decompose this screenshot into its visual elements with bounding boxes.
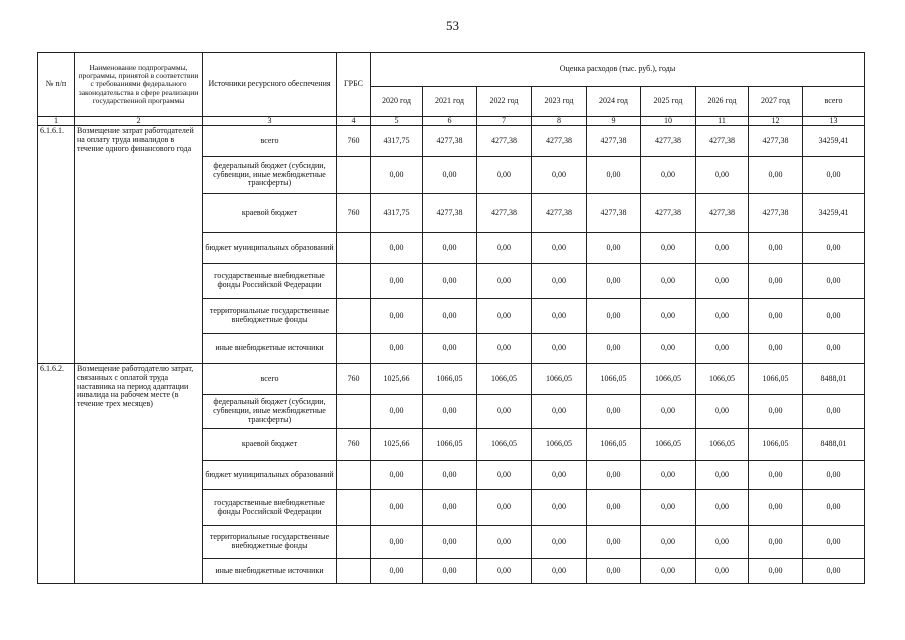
value-cell: 0,00 [587, 490, 641, 526]
value-cell: 0,00 [749, 157, 803, 194]
value-cell: 0,00 [371, 334, 423, 364]
value-cell: 0,00 [696, 157, 749, 194]
value-cell: 0,00 [477, 233, 532, 264]
header-year: 2021 год [423, 87, 477, 117]
value-cell: 1066,05 [696, 429, 749, 461]
value-cell: 0,00 [696, 526, 749, 559]
value-cell: 0,00 [749, 526, 803, 559]
value-cell: 0,00 [803, 264, 865, 299]
value-cell: 0,00 [587, 559, 641, 584]
header-year: 2027 год [749, 87, 803, 117]
header-year: 2026 год [696, 87, 749, 117]
value-cell: 0,00 [532, 233, 587, 264]
column-number: 5 [371, 117, 423, 126]
funding-source: федеральный бюджет (субсидии, субвенции, иные межбюджетные трансферты) [203, 157, 337, 194]
funding-source: всего [203, 126, 337, 157]
value-cell: 0,00 [696, 334, 749, 364]
value-cell: 0,00 [696, 490, 749, 526]
value-cell: 4317,75 [371, 126, 423, 157]
value-cell: 1066,05 [423, 429, 477, 461]
funding-source: краевой бюджет [203, 429, 337, 461]
value-cell: 0,00 [423, 264, 477, 299]
value-cell: 0,00 [371, 559, 423, 584]
value-cell: 0,00 [696, 395, 749, 429]
value-cell: 8488,01 [803, 364, 865, 395]
value-cell: 0,00 [423, 157, 477, 194]
value-cell: 0,00 [477, 157, 532, 194]
value-cell: 0,00 [423, 233, 477, 264]
value-cell: 0,00 [532, 559, 587, 584]
value-cell: 0,00 [696, 299, 749, 334]
header-grbs: ГРБС [337, 53, 371, 117]
value-cell: 0,00 [749, 233, 803, 264]
value-cell: 0,00 [641, 264, 696, 299]
value-cell: 4277,38 [696, 194, 749, 233]
value-cell: 0,00 [696, 559, 749, 584]
value-cell: 1066,05 [423, 364, 477, 395]
value-cell: 1066,05 [587, 364, 641, 395]
page-number: 53 [446, 18, 459, 33]
value-cell: 0,00 [532, 395, 587, 429]
value-cell: 0,00 [696, 461, 749, 490]
value-cell: 1066,05 [749, 364, 803, 395]
value-cell: 0,00 [641, 526, 696, 559]
section-id: 6.1.6.2. [38, 364, 75, 584]
header-name: Наименование подпрограммы, программы, принятой в соответствии с требованиями федерального законодательства в сфере реализации государственной программы [75, 53, 203, 117]
header-year: 2022 год [477, 87, 532, 117]
value-cell: 0,00 [371, 526, 423, 559]
value-cell: 1025,66 [371, 364, 423, 395]
value-cell: 0,00 [532, 334, 587, 364]
value-cell: 1066,05 [587, 429, 641, 461]
grbs-code [337, 461, 371, 490]
value-cell: 0,00 [371, 264, 423, 299]
value-cell: 4277,38 [423, 126, 477, 157]
value-cell: 1066,05 [532, 364, 587, 395]
grbs-code: 760 [337, 429, 371, 461]
value-cell: 0,00 [803, 299, 865, 334]
value-cell: 0,00 [423, 395, 477, 429]
value-cell: 4277,38 [587, 194, 641, 233]
value-cell: 0,00 [587, 395, 641, 429]
value-cell: 34259,41 [803, 194, 865, 233]
grbs-code [337, 157, 371, 194]
column-number: 9 [587, 117, 641, 126]
value-cell: 1066,05 [532, 429, 587, 461]
column-number: 2 [75, 117, 203, 126]
column-number: 7 [477, 117, 532, 126]
value-cell: 0,00 [749, 395, 803, 429]
grbs-code [337, 233, 371, 264]
grbs-code: 760 [337, 364, 371, 395]
value-cell: 0,00 [477, 299, 532, 334]
header-sources: Источники ресурсного обеспечения [203, 53, 337, 117]
value-cell: 4277,38 [587, 126, 641, 157]
value-cell: 0,00 [587, 461, 641, 490]
value-cell: 0,00 [641, 157, 696, 194]
value-cell: 0,00 [749, 299, 803, 334]
value-cell: 0,00 [371, 299, 423, 334]
grbs-code [337, 526, 371, 559]
header-year: 2024 год [587, 87, 641, 117]
value-cell: 0,00 [477, 559, 532, 584]
header-no: № п/п [38, 53, 75, 117]
funding-source: территориальные государственные внебюджетные фонды [203, 299, 337, 334]
header-estimate: Оценка расходов (тыс. руб.), годы [371, 53, 865, 87]
column-number: 6 [423, 117, 477, 126]
grbs-code [337, 264, 371, 299]
table-row [38, 126, 865, 157]
value-cell: 4277,38 [641, 194, 696, 233]
value-cell: 0,00 [587, 334, 641, 364]
section-name: Возмещение затрат работодателей на оплату труда инвалидов в течение одного финансового года [75, 126, 203, 364]
value-cell: 0,00 [803, 233, 865, 264]
value-cell: 0,00 [641, 334, 696, 364]
value-cell: 0,00 [477, 334, 532, 364]
value-cell: 0,00 [371, 157, 423, 194]
value-cell: 0,00 [749, 461, 803, 490]
value-cell: 0,00 [803, 490, 865, 526]
value-cell: 0,00 [803, 461, 865, 490]
value-cell: 0,00 [423, 559, 477, 584]
value-cell: 4277,38 [477, 194, 532, 233]
value-cell: 0,00 [803, 334, 865, 364]
value-cell: 0,00 [423, 490, 477, 526]
value-cell: 0,00 [641, 299, 696, 334]
value-cell: 0,00 [532, 461, 587, 490]
funding-source: иные внебюджетные источники [203, 334, 337, 364]
header-year: всего [803, 87, 865, 117]
value-cell: 0,00 [641, 490, 696, 526]
section-name: Возмещение работодателю затрат, связанных с оплатой труда наставника на период адаптации инвалида на рабочем месте (в течение трех месяцев) [75, 364, 203, 584]
value-cell: 4277,38 [423, 194, 477, 233]
value-cell: 0,00 [803, 395, 865, 429]
value-cell: 0,00 [749, 264, 803, 299]
value-cell: 0,00 [696, 264, 749, 299]
value-cell: 0,00 [803, 559, 865, 584]
value-cell: 4277,38 [749, 126, 803, 157]
value-cell: 1066,05 [749, 429, 803, 461]
funding-source: бюджет муниципальных образований [203, 461, 337, 490]
expenditure-table [37, 52, 865, 584]
value-cell: 0,00 [803, 526, 865, 559]
grbs-code [337, 395, 371, 429]
value-cell: 0,00 [696, 233, 749, 264]
value-cell: 0,00 [587, 233, 641, 264]
value-cell: 1066,05 [641, 364, 696, 395]
value-cell: 0,00 [641, 559, 696, 584]
value-cell: 0,00 [587, 157, 641, 194]
funding-source: государственные внебюджетные фонды Российской Федерации [203, 264, 337, 299]
funding-source: краевой бюджет [203, 194, 337, 233]
funding-source: иные внебюджетные источники [203, 559, 337, 584]
value-cell: 4317,75 [371, 194, 423, 233]
column-number: 13 [803, 117, 865, 126]
value-cell: 0,00 [532, 299, 587, 334]
grbs-code: 760 [337, 194, 371, 233]
value-cell: 0,00 [477, 264, 532, 299]
funding-source: государственные внебюджетные фонды Российской Федерации [203, 490, 337, 526]
value-cell: 1025,66 [371, 429, 423, 461]
header-year: 2020 год [371, 87, 423, 117]
value-cell: 1066,05 [696, 364, 749, 395]
value-cell: 0,00 [371, 490, 423, 526]
value-cell: 0,00 [641, 233, 696, 264]
value-cell: 4277,38 [749, 194, 803, 233]
value-cell: 1066,05 [641, 429, 696, 461]
value-cell: 0,00 [423, 299, 477, 334]
column-number: 8 [532, 117, 587, 126]
header-year: 2023 год [532, 87, 587, 117]
value-cell: 0,00 [803, 157, 865, 194]
value-cell: 0,00 [532, 490, 587, 526]
value-cell: 0,00 [532, 157, 587, 194]
grbs-code [337, 559, 371, 584]
value-cell: 0,00 [371, 233, 423, 264]
section-id: 6.1.6.1. [38, 126, 75, 364]
value-cell: 0,00 [477, 461, 532, 490]
value-cell: 8488,01 [803, 429, 865, 461]
value-cell: 0,00 [641, 461, 696, 490]
column-number: 1 [38, 117, 75, 126]
grbs-code: 760 [337, 126, 371, 157]
value-cell: 0,00 [477, 490, 532, 526]
column-number: 4 [337, 117, 371, 126]
value-cell: 4277,38 [696, 126, 749, 157]
value-cell: 0,00 [477, 395, 532, 429]
value-cell: 0,00 [587, 264, 641, 299]
value-cell: 0,00 [532, 526, 587, 559]
column-number: 11 [696, 117, 749, 126]
funding-source: всего [203, 364, 337, 395]
value-cell: 1066,05 [477, 429, 532, 461]
value-cell: 0,00 [587, 299, 641, 334]
column-number: 10 [641, 117, 696, 126]
value-cell: 0,00 [749, 490, 803, 526]
value-cell: 0,00 [532, 264, 587, 299]
value-cell: 1066,05 [477, 364, 532, 395]
value-cell: 0,00 [371, 395, 423, 429]
value-cell: 4277,38 [532, 194, 587, 233]
value-cell: 0,00 [423, 461, 477, 490]
value-cell: 0,00 [477, 526, 532, 559]
value-cell: 0,00 [423, 334, 477, 364]
value-cell: 0,00 [371, 461, 423, 490]
value-cell: 4277,38 [477, 126, 532, 157]
grbs-code [337, 334, 371, 364]
value-cell: 0,00 [423, 526, 477, 559]
value-cell: 0,00 [749, 334, 803, 364]
column-number: 12 [749, 117, 803, 126]
header-year: 2025 год [641, 87, 696, 117]
value-cell: 4277,38 [532, 126, 587, 157]
value-cell: 0,00 [587, 526, 641, 559]
table-row [38, 364, 865, 395]
funding-source: территориальные государственные внебюджетные фонды [203, 526, 337, 559]
funding-source: бюджет муниципальных образований [203, 233, 337, 264]
value-cell: 34259,41 [803, 126, 865, 157]
value-cell: 4277,38 [641, 126, 696, 157]
grbs-code [337, 299, 371, 334]
funding-source: федеральный бюджет (субсидии, субвенции, иные межбюджетные трансферты) [203, 395, 337, 429]
value-cell: 0,00 [641, 395, 696, 429]
grbs-code [337, 490, 371, 526]
column-number: 3 [203, 117, 337, 126]
value-cell: 0,00 [749, 559, 803, 584]
